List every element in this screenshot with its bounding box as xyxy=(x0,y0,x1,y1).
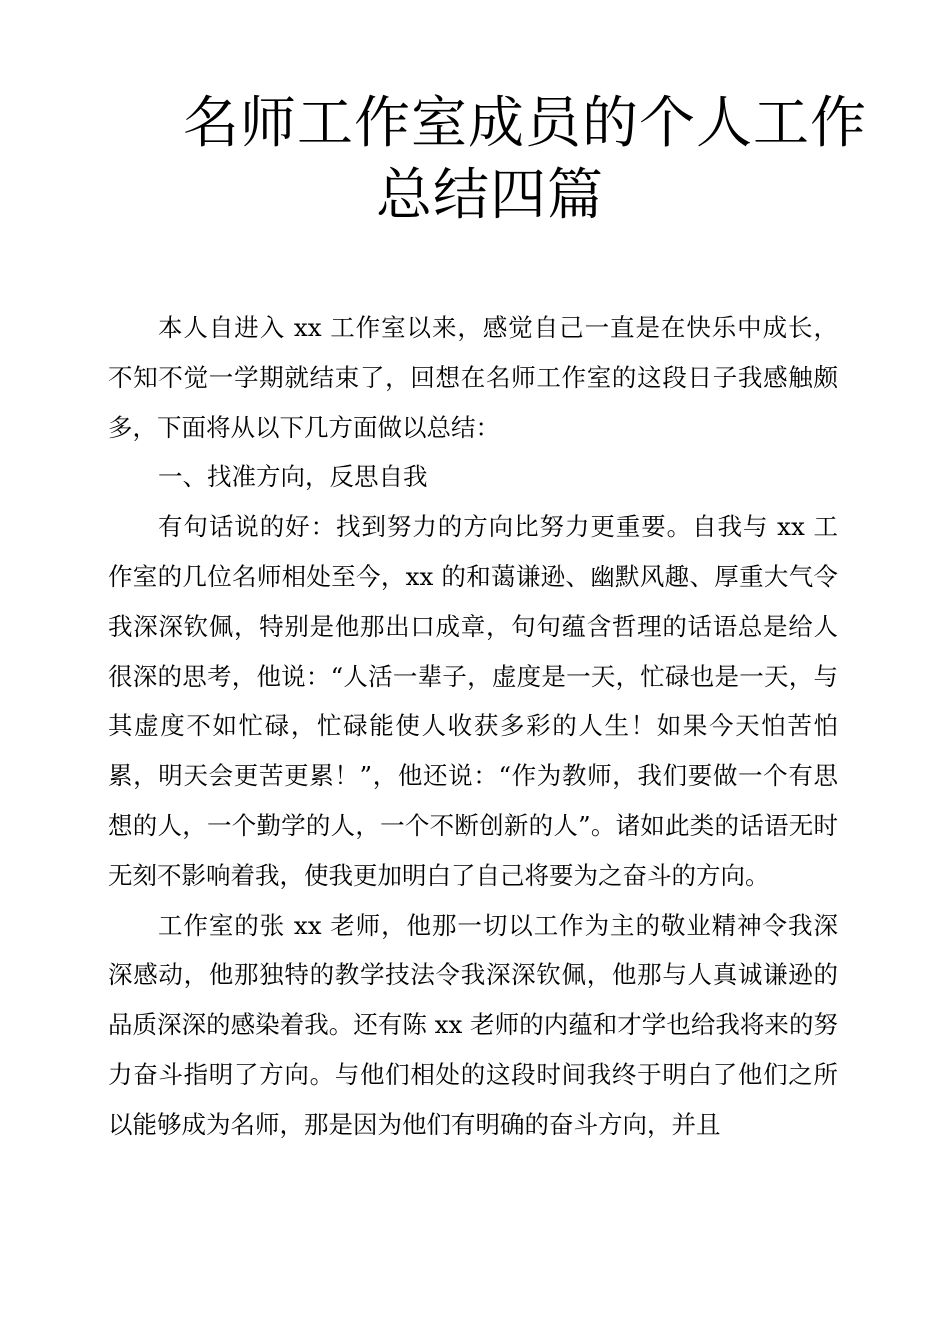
paragraph-intro: 本人自进入 xx 工作室以来，感觉自己一直是在快乐中成长，不知不觉一学期就结束了，回想在名师工作室的这段日子我感触颇多，下面将从以下几方面做以总结： xyxy=(108,313,838,442)
paragraph-teachers: 工作室的张 xx 老师，他那一切以工作为主的敬业精神令我深深感动，他那独特的教学技法令我深深钦佩，他那与人真诚谦逊的品质深深的感染着我。还有陈 xx 老师的内蕴和才学也给我将来的努力奋斗指明了方向。与他们相处的这段时间我终于明白了他们之所以能够成为名师，那是因为他们有明确的奋斗方向，并且 xyxy=(108,910,838,1139)
title-line-1: 名师工作室成员的个人工作 xyxy=(183,91,867,156)
paragraph-direction: 有句话说的好：找到努力的方向比努力更重要。自我与 xx 工作室的几位名师相处至今，xx 的和蔼谦逊、幽默风趣、厚重大气令我深深钦佩，特别是他那出口成章，句句蕴含哲理的话语总是给人很深的思考，他说：“人活一辈子，虚度是一天，忙碌也是一天，与其虚度不如忙碌，忙碌能使人收获多彩的人生！如果今天怕苦怕累，明天会更苦更累！”，他还说：“作为教师，我们要做一个有思想的人，一个勤学的人，一个不断创新的人”。诸如此类的话语无时无刻不影响着我，使我更加明白了自己将要为之奋斗的方向。 xyxy=(108,512,838,890)
title-line-2: 总结四篇 xyxy=(376,163,604,228)
document-title xyxy=(110,88,870,232)
document-body xyxy=(108,303,838,1150)
section-heading-1: 一、找准方向，反思自我 xyxy=(158,462,428,492)
